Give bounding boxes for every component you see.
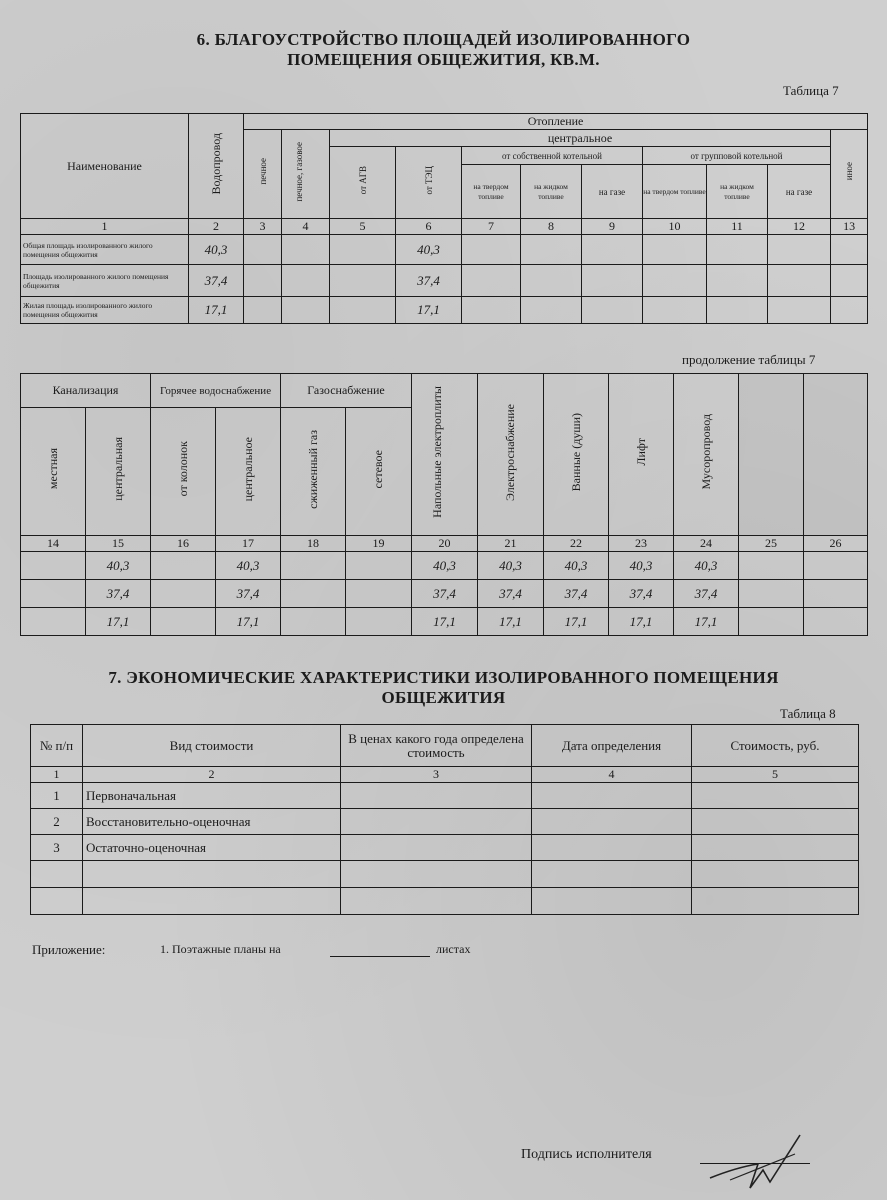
row-kind: Восстановительно-оценочная [83,809,341,835]
row-number: 3 [31,835,83,861]
appendix-text: 1. Поэтажные планы на [160,942,281,956]
header-garbage: Мусоропровод [674,374,739,536]
colnum: 15 [86,536,151,552]
header-group-gas: на газе [768,165,831,219]
cell: 17,1 [478,608,544,636]
cell-tec: 37,4 [396,265,462,297]
header-lift: Лифт [609,374,674,536]
cell [346,580,412,608]
cell [151,580,216,608]
header-number: № п/п [31,725,83,767]
row-number: 2 [31,809,83,835]
colnum: 22 [544,536,609,552]
colnum: 16 [151,536,216,552]
cell: 40,3 [412,552,478,580]
colnum: 14 [21,536,86,552]
appendix-sheets-blank [330,956,430,957]
cell [739,608,804,636]
header-own-solid: на твердом топливе [462,165,521,219]
header-gas-supply: Газоснабжение [281,374,412,408]
header-price-year: В ценах какого года определена стоимость [341,725,532,767]
signature-mark [700,1130,820,1195]
cell [346,608,412,636]
header-network: сетевое [346,408,412,536]
cell-water: 37,4 [189,265,244,297]
row-kind: Первоначальная [83,783,341,809]
cell: 40,3 [216,552,281,580]
colnum: 3 [244,219,282,235]
header-hot-water: Горячее водоснабжение [151,374,281,408]
colnum: 4 [532,767,692,783]
cell-water: 40,3 [189,235,244,265]
cell: 37,4 [478,580,544,608]
colnum: 13 [831,219,868,235]
cell: 40,3 [609,552,674,580]
cell: 40,3 [86,552,151,580]
row-name: Площадь изолированного жилого помещения общежития [21,265,189,297]
cell: 40,3 [544,552,609,580]
cell: 37,4 [674,580,739,608]
appendix-suffix: листах [436,942,471,956]
header-heating: Отопление [244,114,868,130]
cell: 37,4 [86,580,151,608]
colnum: 7 [462,219,521,235]
header-central: центральное [330,130,831,147]
row-number [31,861,83,888]
cell [151,552,216,580]
section7-title-line2: ОБЩЕЖИТИЯ [381,688,506,707]
colnum: 11 [707,219,768,235]
colnum: 25 [739,536,804,552]
colnum: 2 [189,219,244,235]
header-group-liquid: на жидком топливе [707,165,768,219]
row-kind [83,888,341,915]
header-group-solid: на твердом топливе [643,165,707,219]
appendix-label: Приложение: [32,942,106,957]
cell: 37,4 [544,580,609,608]
colnum: 5 [330,219,396,235]
colnum: 1 [21,219,189,235]
header-central-n: центральное [216,408,281,536]
colnum: 26 [804,536,868,552]
colnum: 24 [674,536,739,552]
section7-title-line1: 7. ЭКОНОМИЧЕСКИЕ ХАРАКТЕРИСТИКИ ИЗОЛИРОВАННОГО ПОМЕЩЕНИЯ [108,668,779,687]
header-stove-gas: печное, газовое [282,130,330,219]
header-other: иное [831,130,868,219]
cell: 17,1 [216,608,281,636]
header-empty-26 [804,374,868,536]
header-from-columns: от колонок [151,408,216,536]
colnum: 20 [412,536,478,552]
cell: 17,1 [609,608,674,636]
colnum: 19 [346,536,412,552]
colnum: 12 [768,219,831,235]
colnum: 8 [521,219,582,235]
header-own-boiler: от собственной котельной [462,147,643,165]
colnum: 18 [281,536,346,552]
header-water: Водопровод [189,114,244,219]
cell [804,580,868,608]
table7-continuation-label: продолжение таблицы 7 [682,352,816,367]
header-date: Дата определения [532,725,692,767]
cell: 17,1 [674,608,739,636]
table-8 [30,724,859,915]
header-own-gas: на газе [582,165,643,219]
cell: 40,3 [478,552,544,580]
cell [804,608,868,636]
signature-label: Подпись исполнителя [521,1147,652,1162]
header-name: Наименование [21,114,189,219]
row-kind: Остаточно-оценочная [83,835,341,861]
header-central-f: центральная [86,408,151,536]
header-own-liquid: на жидком топливе [521,165,582,219]
cell-tec: 17,1 [396,297,462,324]
cell [21,552,86,580]
cell [346,552,412,580]
row-name: Общая площадь изолированного жилого помещения общежития [21,235,189,265]
header-local: местная [21,408,86,536]
cell [739,552,804,580]
cell: 17,1 [412,608,478,636]
cell-tec: 40,3 [396,235,462,265]
table-7 [20,113,868,324]
header-electricity: Электроснабжение [478,374,544,536]
colnum: 23 [609,536,674,552]
header-cost: Стоимость, руб. [692,725,859,767]
colnum: 5 [692,767,859,783]
cell: 17,1 [544,608,609,636]
header-liquefied-gas: сжиженный газ [281,408,346,536]
header-sewer: Канализация [21,374,151,408]
cell [151,608,216,636]
cell: 37,4 [609,580,674,608]
header-baths: Ванные (души) [544,374,609,536]
colnum: 1 [31,767,83,783]
row-number: 1 [31,783,83,809]
colnum: 3 [341,767,532,783]
row-kind [83,861,341,888]
header-agv: от АГВ [330,147,396,219]
cell [21,580,86,608]
cell [804,552,868,580]
cell [281,580,346,608]
cell: 37,4 [412,580,478,608]
colnum: 10 [643,219,707,235]
row-name: Жилая площадь изолированного жилого помещения общежития [21,297,189,324]
header-floor-stoves: Напольные электроплиты [412,374,478,536]
cell-water: 17,1 [189,297,244,324]
cell: 17,1 [86,608,151,636]
header-empty-25 [739,374,804,536]
colnum: 6 [396,219,462,235]
colnum: 4 [282,219,330,235]
colnum: 17 [216,536,281,552]
table8-label: Таблица 8 [780,706,836,721]
cell [281,608,346,636]
colnum: 9 [582,219,643,235]
cell: 37,4 [216,580,281,608]
header-group-boiler: от групповой котельной [643,147,831,165]
row-number [31,888,83,915]
cell [281,552,346,580]
header-stove: печное [244,130,282,219]
section6-title-line2: ПОМЕЩЕНИЯ ОБЩЕЖИТИЯ, КВ.М. [287,50,600,69]
cell: 40,3 [674,552,739,580]
header-tec: от ТЭЦ [396,147,462,219]
colnum: 21 [478,536,544,552]
table7-label: Таблица 7 [783,83,839,98]
cell [21,608,86,636]
header-kind: Вид стоимости [83,725,341,767]
section6-title-line1: 6. БЛАГОУСТРОЙСТВО ПЛОЩАДЕЙ ИЗОЛИРОВАННОГО [196,30,691,49]
table-7-continuation [20,373,868,636]
cell [739,580,804,608]
colnum: 2 [83,767,341,783]
